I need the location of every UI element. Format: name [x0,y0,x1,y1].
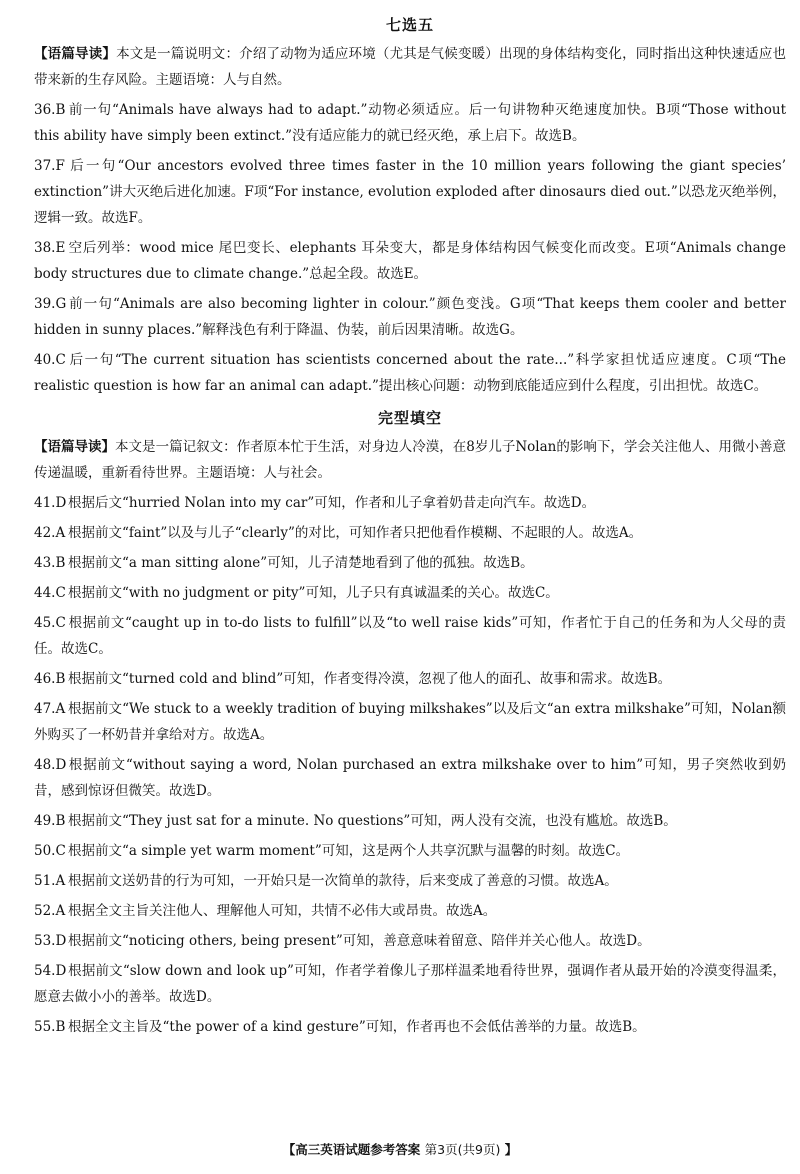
answer-item [34,898,786,924]
answer-item [34,610,786,662]
answer-number: 49.B [34,813,66,829]
reading-guide [34,434,786,486]
answer-item [34,808,786,834]
answer-number: 43.B [34,555,66,571]
answer-number: 41.D [34,495,67,511]
answer-item [34,666,786,692]
answer-item [34,838,786,864]
answer-item [34,550,786,576]
answer-explanation: 根据前文“a man sitting alone”可知，儿子清楚地看到了他的孤独。故选B。 [68,555,534,571]
answer-explanation: 根据全文主旨关注他人、理解他人可知，共情不必伟大或昂贵。故选A。 [68,903,497,919]
answer-item [34,696,786,748]
footer-close: 】 [504,1142,518,1157]
answer-explanation: 根据前文“a simple yet warm moment”可知，这是两个人共享沉默与温馨的时刻。故选C。 [68,843,630,859]
reading-guide [34,41,786,93]
answer-item [34,752,786,804]
section-title: 完型填空 [377,409,442,427]
answer-number: 45.C [34,615,66,631]
page-footer [0,1140,800,1158]
answer-number: 53.D [34,933,67,949]
answer-explanation: 根据后文“hurried Nolan into my car”可知，作者和儿子拿着奶昔走向汽车。故选D。 [68,495,596,511]
answer-explanation: 前一句“Animals have always had to adapt.”动物必须适应。后一句讲物种灭绝速度加快。B项“Those without this ability have simply been extinct.”没有适应能力的就已经灭绝，承上启下。故选B。 [34,102,786,144]
answer-item [34,928,786,954]
answer-explanation: 根据前文“with no judgment or pity”可知，儿子只有真诚温柔的关心。故选C。 [68,585,559,601]
answer-item [34,97,786,149]
answer-explanation: 根据前文“We stuck to a weekly tradition of buying milkshakes”以及后文“an extra milkshake”可知，Nolan额外购买了一杯奶昔并拿给对方。故选A。 [34,701,786,743]
answer-explanation: 根据前文“noticing others, being present”可知，善意意味着留意、陪伴并关心他人。故选D。 [68,933,651,949]
answer-explanation: 根据前文“without saying a word, Nolan purchased an extra milkshake over to him”可知，男子突然收到奶昔，感到惊讶但微笑。故选D。 [34,757,786,799]
answer-explanation: 根据前文“caught up in to-do lists to fulfill”以及“to well raise kids”可知，作者忙于自己的任务和为人父母的责任。故选C。 [34,615,786,657]
answer-item [34,520,786,546]
footer-title: 【高三英语试题参考答案 [282,1142,421,1157]
answer-number: 46.B [34,671,66,687]
answer-number: 44.C [34,585,66,601]
answer-number: 40.C [34,352,66,368]
answer-number: 51.A [34,873,66,889]
answer-item [34,235,786,287]
answer-item [34,580,786,606]
answer-number: 37.F [34,158,65,174]
answer-explanation: 根据前文“slow down and look up”可知，作者学着像儿子那样温柔地看待世界，强调作者从最开始的冷漠变得温柔，愿意去做小小的善举。故选D。 [34,963,786,1005]
reading-guide-label: 【语篇导读】 [34,46,117,62]
section-title: 七选五 [385,16,434,34]
footer-page-number: 第3页(共9页) [424,1142,501,1157]
answer-number: 48.D [34,757,67,773]
reading-guide-label: 【语篇导读】 [34,439,116,455]
answer-explanation: 根据前文“turned cold and blind”可知，作者变得冷漠，忽视了他人的面孔、故事和需求。故选B。 [68,671,672,687]
answer-item [34,868,786,894]
reading-guide-text: 本文是一篇记叙文：作者原本忙于生活，对身边人冷漠，在8岁儿子Nolan的影响下，学会关注他人、用微小善意传递温暖，重新看待世界。主题语境：人与社会。 [34,439,786,481]
answer-explanation: 根据前文“They just sat for a minute. No questions”可知，两人没有交流，也没有尴尬。故选B。 [68,813,677,829]
answer-explanation: 根据前文送奶昔的行为可知，一开始只是一次简单的款待，后来变成了善意的习惯。故选A。 [68,873,618,889]
answer-item [34,291,786,343]
answer-item [34,958,786,1010]
answer-explanation: 前一句“Animals are also becoming lighter in colour.”颜色变浅。G项“That keeps them cooler and better hidden in sunny places.”解释浅色有利于降温、伪装，前后因果清晰。故选G。 [34,296,786,338]
reading-guide-text: 本文是一篇说明文：介绍了动物为适应环境（尤其是气候变暖）出现的身体结构变化，同时指出这种快速适应也带来新的生存风险。主题语境：人与自然。 [34,46,787,88]
answer-explanation: 根据全文主旨及“the power of a kind gesture”可知，作者再也不会低估善举的力量。故选B。 [68,1019,646,1035]
answer-number: 50.C [34,843,66,859]
answer-number: 52.A [34,903,66,919]
answer-number: 38.E [34,240,66,256]
answer-explanation: 空后列举：wood mice 尾巴变长、elephants 耳朵变大，都是身体结构因气候变化而改变。E项“Animals change body structures due to climate change.”总起全段。故选E。 [34,240,786,282]
answer-explanation: 后一句“The current situation has scientists concerned about the rate...”科学家担忧适应速度。C项“The realistic question is how far an animal can adapt.”提出核心问题：动物到底能适应到什么程度，引出担忧。故选C。 [34,352,786,394]
answer-item [34,153,786,231]
answer-item [34,347,786,399]
answer-number: 42.A [34,525,66,541]
answer-explanation: 根据前文“faint”以及与儿子“clearly”的对比，可知作者只把他看作模糊、不起眼的人。故选A。 [68,525,643,541]
answer-explanation: 后一句“Our ancestors evolved three times faster in the 10 million years following the giant species’ extinction”讲大灭绝后进化加速。F项“For instance, evolution exploded after dinosaurs died out.”以恐龙灭绝举例，逻辑一致。故选F。 [34,158,786,226]
answer-item [34,490,786,516]
answer-number: 47.A [34,701,66,717]
content [34,14,786,1040]
answer-number: 55.B [34,1019,66,1035]
answer-number: 39.G [34,296,67,312]
answer-number: 54.D [34,963,67,979]
answer-number: 36.B [34,102,66,118]
answer-item [34,1014,786,1040]
